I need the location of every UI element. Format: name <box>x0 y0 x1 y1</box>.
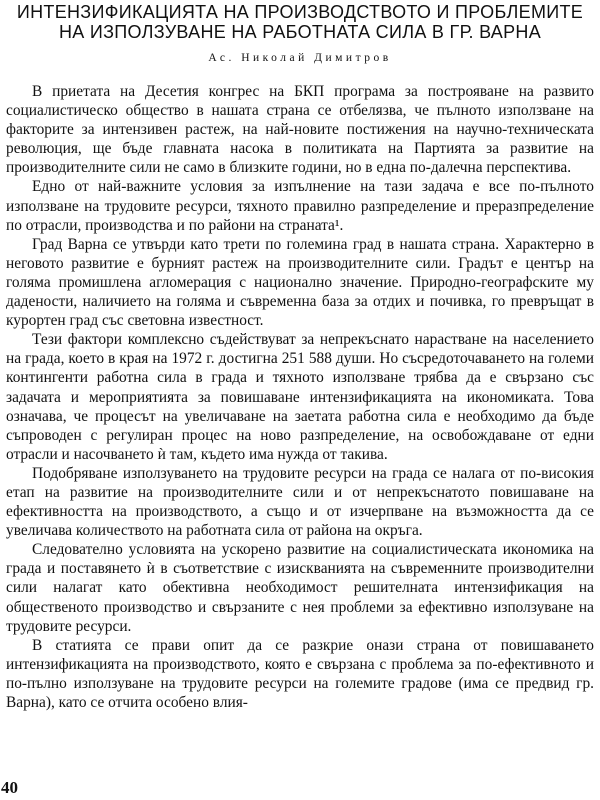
title-line-1: ИНТЕНЗИФИКАЦИЯТА НА ПРОИЗВОДСТВОТО И ПРОБЛЕМИТЕ <box>16 2 584 22</box>
paragraph: Град Варна се утвърди като трети по големина град в нашата страна. Характерно в неговото развитие е бурният растеж на производителните сили. Градът е център на голяма промишлена агломерация с национално значение. Природно-географските му дадености, наличието на голяма и съвременна база за отдих и почивка, го превръщат в курортен град със световна известност. <box>6 235 594 330</box>
paragraph: В приетата на Десетия конгрес на БКП програма за построяване на развито социалистическо общество в нашата страна се отбелязва, че пълното използване на факторите за интензивен растеж, на най-новите постижения на научно-техническата революция, ще бъде главната насока в политиката на Партията за развитие на производителните сили не само в близките години, но в една по-далечна перспектива. <box>6 83 594 177</box>
paragraph: Тези фактори комплексно съдействуват за непрекъснато нарастване на населението на града, което в края на 1972 г. достигна 251 588 души. Но съсредоточаването на големи контингенти работна сила в града и тяхното използване трябва да е свързано със задачата и мероприятията за повишаване интензификацията на икономиката. Това означава, че процесът на увеличаване на заетата работна сила е необходимо да бъде съпроводен с регулиран процес на ново разпределение, на освобождаване от едни отрасли и насочването ѝ там, където има нужда от такива. <box>6 331 594 463</box>
paragraph: В статията се прави опит да се разкрие онази страна от повишаването интензификацията на производството, която е свързана с проблема за по-ефективното и по-пълно използуване на трудовите ресурси на големите градове (има се предвид гр. Варна), като се отчита особено влия- <box>6 636 594 711</box>
title-line-2: НА ИЗПОЛЗУВАНЕ НА РАБОТНАТА СИЛА В ГР. ВАРНА <box>58 22 542 42</box>
page-number: 40 <box>1 778 18 797</box>
article-body <box>6 82 594 712</box>
article-title <box>10 2 590 42</box>
paragraph: Подобряване използуването на трудовите ресурси на града се налага от по-високия етап на развитие на производителните сили и от непрекъснатото повишаване на ефективността на производството, а също и от изчерпване на възможността да се увеличава количеството на работната сила от района на окръга. <box>6 464 594 540</box>
author-name: Ас. Николай Димитров <box>208 52 392 64</box>
paragraph: Следователно условията на ускорено развитие на социалистическата икономика на града и поставянето ѝ в съответствие с изискванията на съвременните производителни сили налагат като обективна необходимост решителната интензификация на общественото производство и свързаните с нея проблеми за ефективно използуване на трудовите ресурси. <box>6 541 594 635</box>
paragraph: Едно от най-важните условия за изпълнение на тази задача е все по-пълното използване на трудовите ресурси, тяхното правилно разпределение и преразпределение по отрасли, производства и по райони на страната¹. <box>6 178 594 234</box>
